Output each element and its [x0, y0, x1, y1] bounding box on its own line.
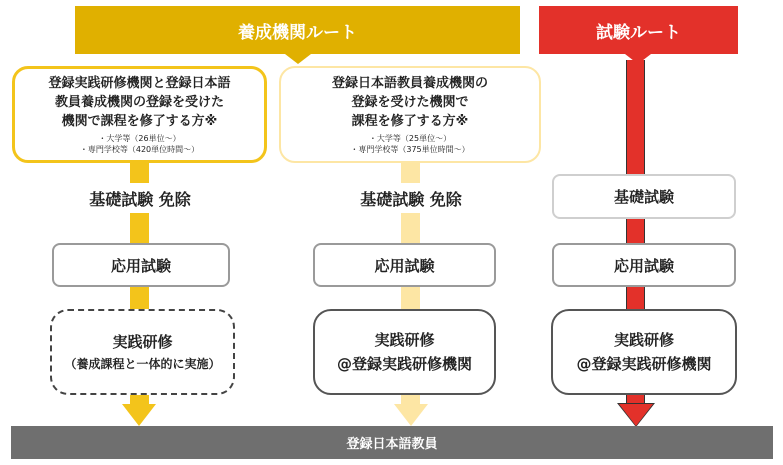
route3-practical-training-label: 実践研修: [613, 331, 674, 349]
route3-applied-exam-label: 応用試験: [613, 256, 674, 275]
route1-description-box: [12, 66, 267, 163]
shiken-route-header: [539, 6, 738, 54]
route2-basic-exam-exempt: 基礎試験 免除: [327, 183, 495, 213]
route1-practical-training-note: （養成課程と一体的に実施）: [64, 357, 221, 371]
yousei-route-header: [75, 6, 520, 54]
yousei-header-pointer: [285, 54, 311, 64]
route1-practical-training-box: [50, 309, 235, 395]
route1-credit-note: ・大学等（26単位〜） ・専門学校等（420単位時間〜）: [79, 134, 200, 154]
route2-practical-training-box: [313, 309, 496, 395]
route3-basic-exam-label: 基礎試験: [613, 188, 674, 206]
route2-arrow-icon: [394, 404, 428, 426]
route3-practical-training-venue: @登録実践研修機関: [576, 355, 712, 373]
route1-applied-exam-label: 応用試験: [110, 256, 171, 275]
route2-practical-training-label: 実践研修: [374, 331, 435, 349]
route2-applied-exam-label: 応用試験: [374, 256, 435, 275]
route2-description-box: [279, 66, 541, 163]
route2-description: 登録日本語教員養成機関の 登録を受けた機関で 課程を修了する方※: [331, 76, 488, 129]
registered-teacher-banner: [11, 426, 773, 459]
route2-applied-exam-box: [313, 243, 496, 287]
route1-basic-exam-exempt: 基礎試験 免除: [66, 183, 214, 213]
registered-teacher-label: 登録日本語教員: [346, 437, 438, 452]
yousei-route-title: 養成機関ルート: [238, 22, 357, 43]
route3-arrow-icon: [619, 404, 653, 426]
route1-practical-training-label: 実践研修: [112, 333, 173, 351]
route3-applied-exam-box: [552, 243, 736, 287]
route3-practical-training-box: [551, 309, 737, 395]
route3-basic-exam-box: [552, 174, 736, 219]
shiken-route-title: 試験ルート: [596, 22, 681, 43]
route1-applied-exam-box: [52, 243, 230, 287]
route2-credit-note: ・大学等（25単位〜） ・専門学校等（375単位時間〜）: [350, 134, 470, 154]
route1-arrow-icon: [122, 404, 156, 426]
route1-description: 登録実践研修機関と登録日本語 教員養成機関の登録を受けた 機関で課程を修了する方※: [48, 76, 231, 129]
route2-practical-training-venue: @登録実践研修機関: [336, 355, 472, 373]
